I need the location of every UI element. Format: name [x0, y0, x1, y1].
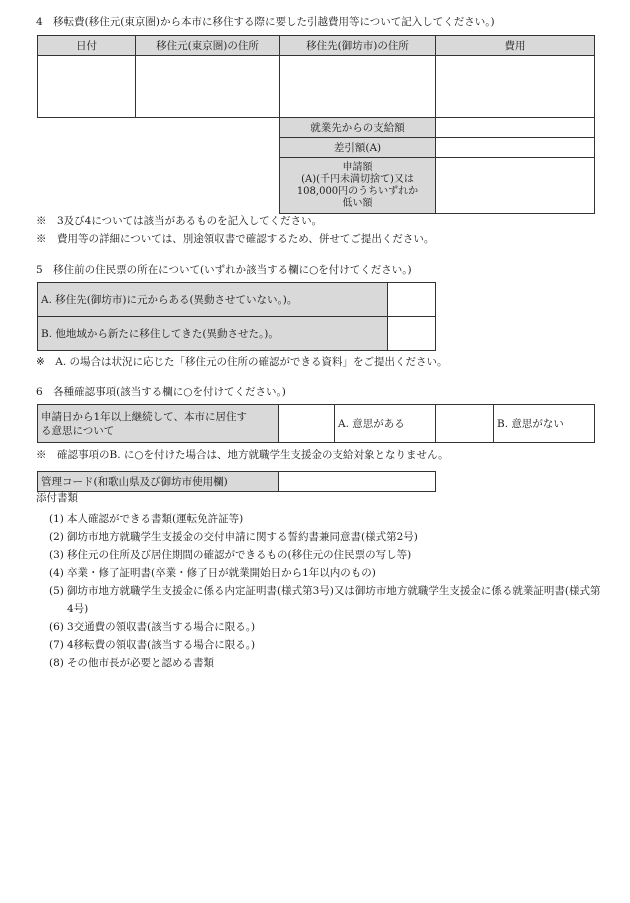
management-code-value[interactable]: [279, 472, 436, 492]
intent-option-a: A. 意思がある: [335, 405, 436, 443]
list-item: (4) 卒業・修了証明書(卒業・修了日が就業開始日から1年以内のもの): [49, 567, 376, 579]
residence-option-a-mark[interactable]: [388, 283, 436, 317]
col-from-address-header: 移住元(東京圏)の住所: [136, 36, 280, 56]
list-item: (2) 御坊市地方就職学生支援金の交付申請に関する誓約書兼同意書(様式第2号): [49, 531, 418, 543]
list-item: (6) 3交通費の領収書(該当する場合に限る。): [49, 621, 256, 633]
moving-cost-table: [37, 35, 595, 118]
difference-value[interactable]: [436, 138, 595, 158]
section4-note-1: ※ 3及び4については該当があるものを記入してください。: [36, 215, 323, 227]
to-address-cell[interactable]: [280, 56, 436, 118]
management-code-table: [37, 471, 436, 492]
list-item: (3) 移住元の住所及び居住期間の確認ができるもの(移住元の住民票の写し等): [49, 549, 412, 561]
from-address-cell[interactable]: [136, 56, 280, 118]
confirmation-table: [37, 404, 595, 443]
employer-payment-value[interactable]: [436, 118, 595, 138]
intent-option-b: B. 意思がない: [494, 405, 595, 443]
section4-note-2: ※ 費用等の詳細については、別途領収書で確認するため、併せてご提出ください。: [36, 233, 435, 245]
residence-table: [37, 282, 436, 351]
management-code-label: 管理コード(和歌山県及び御坊市使用欄): [38, 472, 279, 492]
cost-summary-table: [279, 117, 595, 214]
section6-note: ※ 確認事項のB. に○を付けた場合は、地方就職学生支援金の支給対象となりません。: [36, 449, 449, 461]
application-amount-label: 申請額 (A)(千円未満切捨て)又は 108,000円のうちいずれか 低い額: [280, 158, 436, 214]
residence-intent-question: 申請日から1年以上継続して、本市に居住す る意思について: [38, 405, 279, 443]
section4-heading: 4 移転費(移住元(東京圏)から本市に移住する際に要した引越費用等について記入してください。): [36, 16, 495, 28]
residence-option-b: B. 他地域から新たに移住してきた(異動させた。)。: [38, 317, 388, 351]
difference-label: 差引額(A): [280, 138, 436, 158]
residence-option-a: A. 移住先(御坊市)に元からある(異動させていない。)。: [38, 283, 388, 317]
section6-heading: 6 各種確認事項(該当する欄に○を付けてください。): [36, 386, 286, 398]
intent-option-a-mark[interactable]: [279, 405, 335, 443]
list-item: (1) 本人確認ができる書類(運転免許証等): [49, 513, 244, 525]
intent-option-b-mark[interactable]: [436, 405, 494, 443]
list-item: (5) 御坊市地方就職学生支援金に係る内定証明書(様式第3号)又は御坊市地方就職学生支援金に係る就業証明書(様式第4号): [49, 585, 601, 615]
col-to-address-header: 移住先(御坊市)の住所: [280, 36, 436, 56]
employer-payment-label: 就業先からの支給額: [280, 118, 436, 138]
cost-cell[interactable]: [436, 56, 595, 118]
section5-heading: 5 移住前の住民票の所在について(いずれか該当する欄に○を付けてください。): [36, 264, 412, 276]
date-cell[interactable]: [38, 56, 136, 118]
attachments-list: [37, 510, 607, 672]
list-item: (7) 4移転費の領収書(該当する場合に限る。): [49, 639, 256, 651]
col-date-header: 日付: [38, 36, 136, 56]
section5-note: ※ A. の場合は状況に応じた「移住元の住所の確認ができる資料」をご提出ください。: [36, 356, 448, 368]
list-item: (8) その他市長が必要と認める書類: [49, 657, 214, 669]
col-cost-header: 費用: [436, 36, 595, 56]
residence-option-b-mark[interactable]: [388, 317, 436, 351]
attachments-title: 添付書類: [36, 492, 78, 504]
application-amount-value[interactable]: [436, 158, 595, 214]
